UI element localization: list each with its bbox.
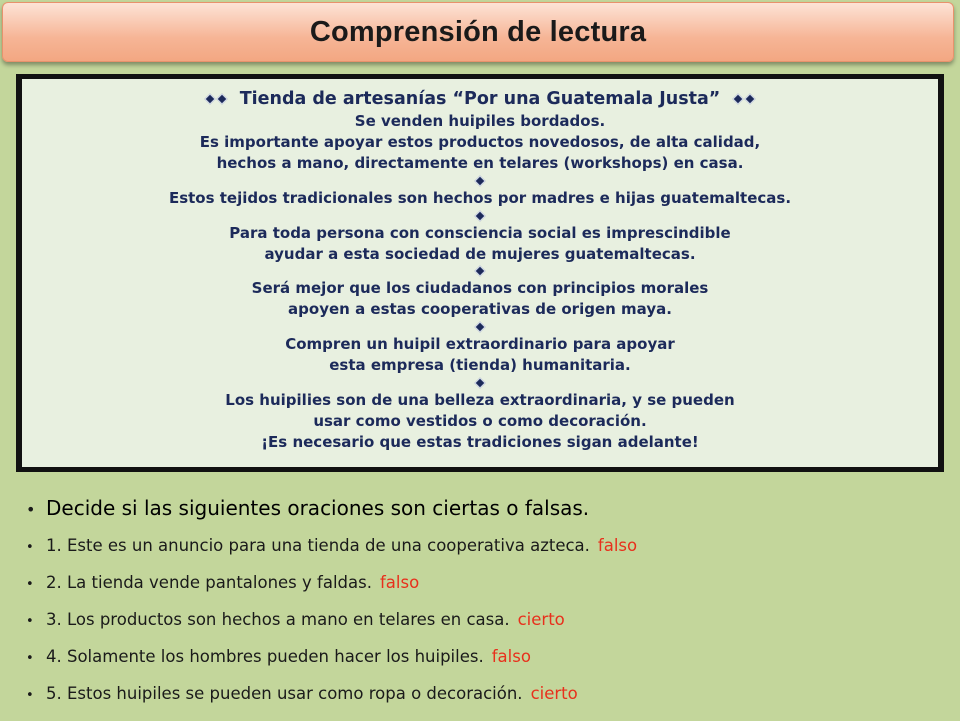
answer-text: falso: [491, 647, 531, 666]
diamond-separator-icon: [474, 175, 485, 186]
notice-line: Será mejor que los ciudadanos con principios morales: [251, 279, 709, 298]
bullet-icon: •: [26, 688, 34, 703]
bullet-icon: •: [26, 651, 34, 666]
answer-text: cierto: [517, 610, 565, 629]
notice-paragraph: [169, 188, 791, 209]
notice-paragraph: [285, 334, 675, 376]
notice-line: Los huipilies son de una belleza extraordinaria, y se pueden: [225, 390, 735, 409]
notice-line: Compren un huipil extraordinario para apoyar: [285, 335, 675, 354]
diamond-separator-icon: [474, 322, 485, 333]
bullet-icon: •: [26, 577, 34, 592]
advertisement-notice: [22, 79, 938, 467]
bullet-icon: •: [26, 540, 34, 555]
bullet-icon: •: [26, 614, 34, 629]
notice-heading: Tienda de artesanías “Por una Guatemala Justa”: [239, 89, 721, 109]
notice-heading-row: [206, 89, 755, 109]
question-item: [26, 610, 946, 647]
bullet-icon: •: [26, 500, 36, 519]
notice-line: Para toda persona con consciencia social es imprescindible: [229, 223, 731, 242]
notice-line: esta empresa (tienda) humanitaria.: [329, 356, 631, 375]
question-item: [26, 684, 946, 721]
advertisement-image-frame: [16, 74, 944, 472]
notice-paragraph: [225, 390, 734, 453]
answer-text: falso: [597, 536, 638, 555]
question-item: [26, 647, 946, 684]
notice-line: ayudar a esta sociedad de mujeres guatemaltecas.: [264, 244, 696, 263]
notice-line: usar como vestidos o como decoración.: [313, 411, 647, 430]
diamond-separator-icon: [474, 266, 485, 277]
notice-paragraph: [200, 111, 761, 174]
question-text: 4. Solamente los hombres pueden hacer los huipiles.: [46, 647, 484, 666]
bullet-list: [26, 496, 946, 721]
question-text: 3. Los productos son hechos a mano en telares en casa.: [46, 610, 510, 629]
double-diamond-icon: [206, 95, 226, 103]
instructions-text: Decide si las siguientes oraciones son ciertas o falsas.: [46, 496, 590, 520]
question-text: 5. Estos huipiles se pueden usar como ropa o decoración.: [46, 684, 523, 703]
double-diamond-icon: [734, 95, 754, 103]
notice-line: apoyen a estas cooperativas de origen maya.: [288, 300, 672, 319]
instructions-item: [26, 496, 946, 534]
diamond-separator-icon: [474, 210, 485, 221]
title-bar: [2, 2, 954, 62]
answer-text: cierto: [530, 684, 578, 703]
question-text: 2. La tienda vende pantalones y faldas.: [46, 573, 372, 592]
answer-text: falso: [379, 573, 420, 592]
notice-line: Es importante apoyar estos productos novedosos, de alta calidad,: [199, 132, 761, 151]
question-text: 1. Este es un anuncio para una tienda de una cooperativa azteca.: [46, 536, 590, 555]
slide-title: Comprensión de lectura: [309, 15, 647, 48]
notice-line: hechos a mano, directamente en telares (workshops) en casa.: [216, 153, 744, 172]
notice-line: ¡Es necesario que estas tradiciones sigan adelante!: [261, 432, 699, 451]
notice-paragraph: [252, 278, 709, 320]
diamond-separator-icon: [474, 377, 485, 388]
question-item: [26, 573, 946, 610]
notice-line: Se venden huipiles bordados.: [354, 111, 606, 130]
notice-paragraph: [229, 223, 730, 265]
notice-line: Estos tejidos tradicionales son hechos por madres e hijas guatemaltecas.: [168, 188, 792, 207]
question-item: [26, 536, 946, 573]
